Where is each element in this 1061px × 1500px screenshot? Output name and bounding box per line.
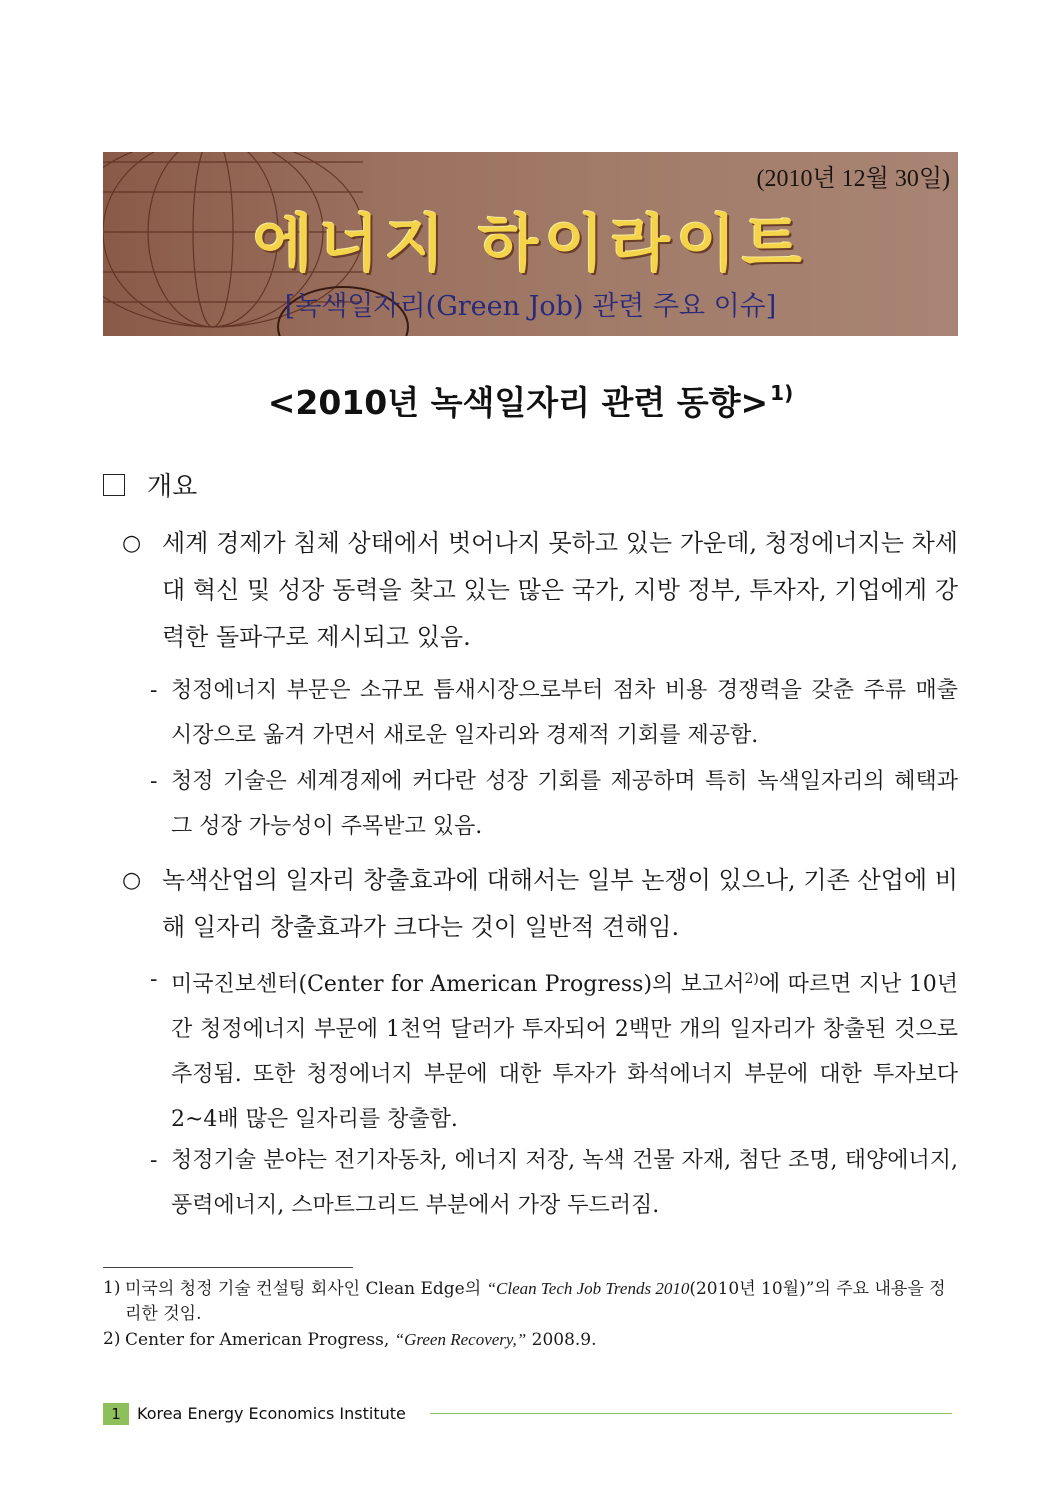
footer-rule — [430, 1413, 952, 1414]
dash-marker: - — [150, 1148, 158, 1173]
footnote-ref-1: 1) — [770, 381, 794, 405]
dash-item — [150, 957, 958, 1142]
dash-text: 청정기술 분야는 전기자동차, 에너지 저장, 녹색 건물 자재, 첨단 조명, 태양에너지, 풍력에너지, 스마트그리드 부분에서 가장 두드러짐. — [171, 1148, 958, 1218]
footnote — [103, 1276, 958, 1327]
circle-bullet-icon: ○ — [122, 868, 142, 893]
footnote-divider — [103, 1267, 353, 1268]
institute-name: Korea Energy Economics Institute — [137, 1404, 406, 1423]
dash-item — [150, 1138, 958, 1228]
footnote-ref-2: 2) — [744, 971, 759, 987]
document-title — [0, 377, 1061, 424]
dash-item — [150, 759, 958, 849]
dash-text: 청정에너지 부문은 소규모 틈새시장으로부터 점차 비용 경쟁력을 갖춘 주류 매출 시장으로 옮겨 가면서 새로운 일자리와 경제적 기회를 제공함. — [171, 678, 958, 748]
footnote-number: 2) — [103, 1329, 121, 1349]
footnote-source-title: “Green Recovery,” — [394, 1330, 527, 1349]
dash-text-part: 미국진보센터(Center for American Progress)의 보고서 — [171, 972, 745, 997]
footnote-source-title: “Clean Tech Job Trends 2010 — [486, 1279, 690, 1298]
dash-marker: - — [150, 769, 158, 794]
banner-subtitle: [녹색일자리(Green Job) 관련 주요 이슈] — [284, 291, 777, 322]
dash-item — [150, 668, 958, 758]
document-title-text: <2010년 녹색일자리 관련 동향> — [267, 383, 769, 422]
bullet-text: 세계 경제가 침체 상태에서 벗어나지 못하고 있는 가운데, 청정에너지는 차세대 혁신 및 성장 동력을 찾고 있는 많은 국가, 지방 정부, 투자자, 기업에게 강력한 돌파구로 제시되고 있음. — [162, 529, 958, 651]
header-banner — [103, 152, 958, 336]
footnote-text-part: 2008.9. — [526, 1330, 597, 1350]
footnote-text-part: Center for American Progress, — [125, 1330, 395, 1350]
checkbox-square-icon — [103, 474, 125, 496]
footnote-text-part: 미국의 청정 기술 컨설팅 회사인 Clean Edge의 — [125, 1279, 487, 1299]
dash-marker: - — [150, 967, 158, 992]
issue-date: (2010년 12월 30일) — [756, 166, 950, 192]
section-heading-label: 개요 — [147, 472, 198, 502]
section-heading — [103, 466, 197, 503]
dash-text-part: 에 따르면 지난 10년간 청정에너지 부문에 1천억 달러가 투자되어 2백만 개의 일자리가 창출된 것으로 추정됨. 또한 청정에너지 부문에 대한 투자가 화석에너지 부문에 대한 투자보다 2~4배 많은 일자리를 창출함. — [171, 972, 958, 1132]
dash-text — [171, 957, 958, 1142]
page-number: 1 — [103, 1403, 129, 1425]
bullet-text: 녹색산업의 일자리 창출효과에 대해서는 일부 논쟁이 있으나, 기존 산업에 비해 일자리 창출효과가 크다는 것이 일반적 견해임. — [162, 866, 958, 941]
footnote-text — [125, 1327, 958, 1353]
footnote-text-part: (2010년 10월)”의 주요 내용을 정리한 것임. — [125, 1279, 946, 1324]
footnote-number: 1) — [103, 1278, 121, 1298]
circle-bullet-icon: ○ — [122, 531, 142, 556]
dash-marker: - — [150, 678, 158, 703]
bullet-item — [122, 520, 958, 661]
footnote-text — [125, 1276, 958, 1327]
footnote — [103, 1327, 958, 1353]
dash-text: 청정 기술은 세계경제에 커다란 성장 기회를 제공하며 특히 녹색일자리의 혜택과 그 성장 가능성이 주목받고 있음. — [171, 769, 958, 839]
bullet-item — [122, 857, 958, 951]
banner-title: 에너지 하이라이트 — [253, 207, 808, 280]
